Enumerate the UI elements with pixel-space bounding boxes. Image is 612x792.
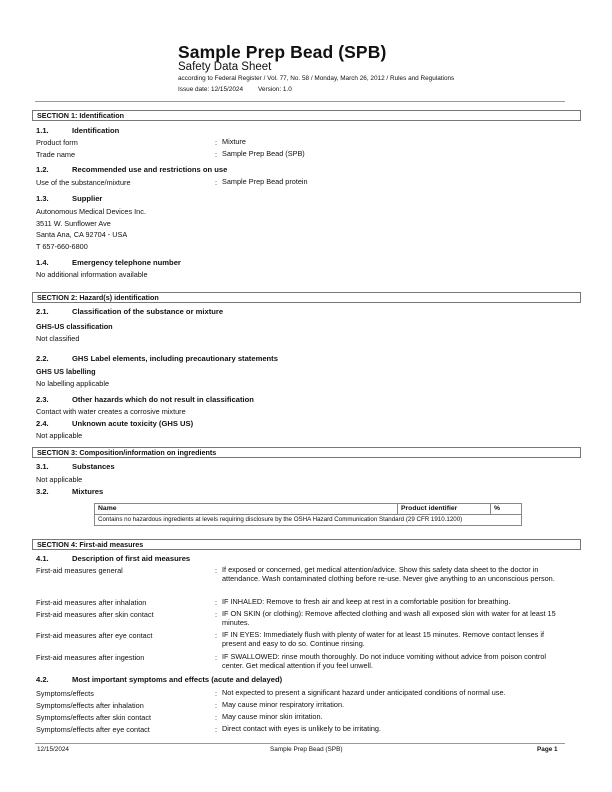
symptoms-skin-label: Symptoms/effects after skin contact: [36, 713, 152, 722]
subsection-2-4: [36, 419, 193, 428]
other-hazards-value: Contact with water creates a corrosive mixture: [36, 407, 186, 416]
subsection-4-2: [36, 675, 282, 684]
subsection-number: 2.2.: [36, 354, 49, 363]
mixtures-table: [94, 503, 522, 526]
header-divider: [35, 101, 565, 102]
table-row: [95, 515, 522, 526]
subsection-title: Mixtures: [72, 487, 104, 496]
supplier-city: Santa Ana, CA 92704 - USA: [36, 230, 128, 239]
first-aid-ingestion-label: First-aid measures after ingestion: [36, 653, 145, 662]
subsection-2-3: [36, 395, 254, 404]
subsection-title: Supplier: [72, 194, 103, 203]
separator: :: [215, 610, 218, 619]
first-aid-eye-label: First-aid measures after eye contact: [36, 631, 153, 640]
subsection-number: 1.4.: [36, 258, 49, 267]
first-aid-skin-label: First-aid measures after skin contact: [36, 610, 154, 619]
symptoms-skin-value: May cause minor skin irritation.: [222, 712, 323, 721]
separator: :: [215, 178, 218, 187]
subsection-number: 2.4.: [36, 419, 49, 428]
subsection-1-3: [36, 194, 102, 203]
subsection-number: 1.3.: [36, 194, 49, 203]
subsection-title: Recommended use and restrictions on use: [72, 165, 228, 174]
first-aid-eye-value: IF IN EYES: Immediately flush with plenty of water for at least 15 minutes. Remove contact lenses if present and easy to do so. Continue rinsing.: [222, 630, 545, 649]
separator: :: [215, 653, 218, 662]
subsection-title: Classification of the substance or mixture: [72, 307, 224, 316]
subsection-2-2: [36, 354, 278, 363]
subsection-title: Emergency telephone number: [72, 258, 181, 267]
subsection-title: Identification: [72, 126, 120, 135]
separator: :: [215, 713, 218, 722]
product-form-label: Product form: [36, 138, 78, 147]
separator: :: [215, 725, 218, 734]
footer-divider: [35, 743, 565, 744]
subsection-1-1: [36, 126, 119, 135]
subsection-2-1: [36, 307, 223, 316]
separator: :: [215, 631, 218, 640]
substances-value: Not applicable: [36, 475, 83, 484]
ghs-labelling-heading: GHS US labelling: [36, 367, 96, 376]
issue-date: Issue date: 12/15/2024: [178, 86, 244, 93]
symptoms-eye-value: Direct contact with eyes is unlikely to be irritating.: [222, 724, 381, 733]
symptoms-general-value: Not expected to present a significant hazard under anticipated conditions of normal use.: [222, 688, 506, 697]
footer-date: 12/15/2024: [37, 746, 69, 753]
section-4-header: SECTION 4: First-aid measures: [32, 539, 581, 550]
first-aid-inhalation-value: IF INHALED: Remove to fresh air and keep at rest in a comfortable position for breathing.: [222, 597, 511, 606]
subsection-number: 2.3.: [36, 395, 49, 404]
first-aid-ingestion-value: IF SWALLOWED: rinse mouth thoroughly. Do not induce vomiting without advice from poison control center. Get medical attention if you feel unwell.: [222, 652, 547, 671]
first-aid-general-label: First-aid measures general: [36, 566, 123, 575]
table-note: Contains no hazardous ingredients at levels requiring disclosure by the OSHA Hazard Communication Standard (29 CFR 1910.1200): [95, 515, 522, 526]
section-3-header: SECTION 3: Composition/information on ingredients: [32, 447, 581, 458]
subsection-title: Other hazards which do not result in classification: [72, 395, 254, 404]
trade-name-label: Trade name: [36, 150, 76, 159]
subsection-number: 1.1.: [36, 126, 49, 135]
separator: :: [215, 566, 218, 575]
subsection-4-1: [36, 554, 190, 563]
subsection-number: 4.2.: [36, 675, 49, 684]
subsection-title: GHS Label elements, including precautionary statements: [72, 354, 278, 363]
document-subtitle: Safety Data Sheet: [178, 61, 272, 73]
first-aid-inhalation-label: First-aid measures after inhalation: [36, 598, 147, 607]
product-form-value: Mixture: [222, 137, 246, 146]
separator: :: [215, 150, 218, 159]
supplier-name: Autonomous Medical Devices Inc.: [36, 207, 146, 216]
supplier-street: 3511 W. Sunflower Ave: [36, 219, 111, 228]
separator: :: [215, 598, 218, 607]
column-header-name: Name: [95, 504, 398, 515]
separator: :: [215, 701, 218, 710]
subsection-title: Most important symptoms and effects (acute and delayed): [72, 675, 283, 684]
section-2-header: SECTION 2: Hazard(s) identification: [32, 292, 581, 303]
symptoms-general-label: Symptoms/effects: [36, 689, 94, 698]
column-header-product-identifier: Product identifier: [398, 504, 491, 515]
subsection-title: Substances: [72, 462, 115, 471]
subsection-number: 4.1.: [36, 554, 49, 563]
unknown-toxicity-value: Not applicable: [36, 431, 83, 440]
ghs-classification-value: Not classified: [36, 334, 80, 343]
symptoms-inhalation-label: Symptoms/effects after inhalation: [36, 701, 144, 710]
footer-page-number: Page 1: [537, 746, 558, 753]
subsection-title: Unknown acute toxicity (GHS US): [72, 419, 194, 428]
subsection-1-4: [36, 258, 181, 267]
subsection-number: 1.2.: [36, 165, 49, 174]
use-value: Sample Prep Bead protein: [222, 177, 308, 186]
separator: :: [215, 689, 218, 698]
ghs-labelling-value: No labelling applicable: [36, 379, 110, 388]
subsection-number: 3.2.: [36, 487, 49, 496]
subsection-number: 3.1.: [36, 462, 49, 471]
separator: :: [215, 138, 218, 147]
section-1-header: SECTION 1: Identification: [32, 110, 581, 121]
table-header-row: [95, 504, 522, 515]
subsection-title: Description of first aid measures: [72, 554, 191, 563]
version: Version: 1.0: [258, 86, 292, 93]
first-aid-general-value: If exposed or concerned, get medical attention/advice. Show this safety data sheet to the doctor in attendance. Wash contaminated clothing before re-use. Never give anything to an unconscious person.: [222, 565, 555, 584]
document-title: Sample Prep Bead (SPB): [178, 42, 387, 62]
supplier-phone: T 657-660-6800: [36, 242, 88, 251]
column-header-percent: %: [491, 504, 522, 515]
trade-name-value: Sample Prep Bead (SPB): [222, 149, 305, 158]
footer-product: Sample Prep Bead (SPB): [270, 746, 343, 753]
emergency-value: No additional information available: [36, 270, 148, 279]
first-aid-skin-value: IF ON SKIN (or clothing): Remove affected clothing and wash all exposed skin with water for at least 15 minutes.: [222, 609, 556, 628]
subsection-3-1: [36, 462, 115, 471]
symptoms-inhalation-value: May cause minor respiratory irritation.: [222, 700, 345, 709]
regulation-reference: according to Federal Register / Vol. 77, No. 58 / Monday, March 26, 2012 / Rules and Regulations: [178, 75, 455, 82]
ghs-classification-heading: GHS-US classification: [36, 322, 113, 331]
symptoms-eye-label: Symptoms/effects after eye contact: [36, 725, 150, 734]
subsection-1-2: [36, 165, 227, 174]
subsection-3-2: [36, 487, 103, 496]
subsection-number: 2.1.: [36, 307, 49, 316]
use-label: Use of the substance/mixture: [36, 178, 131, 187]
